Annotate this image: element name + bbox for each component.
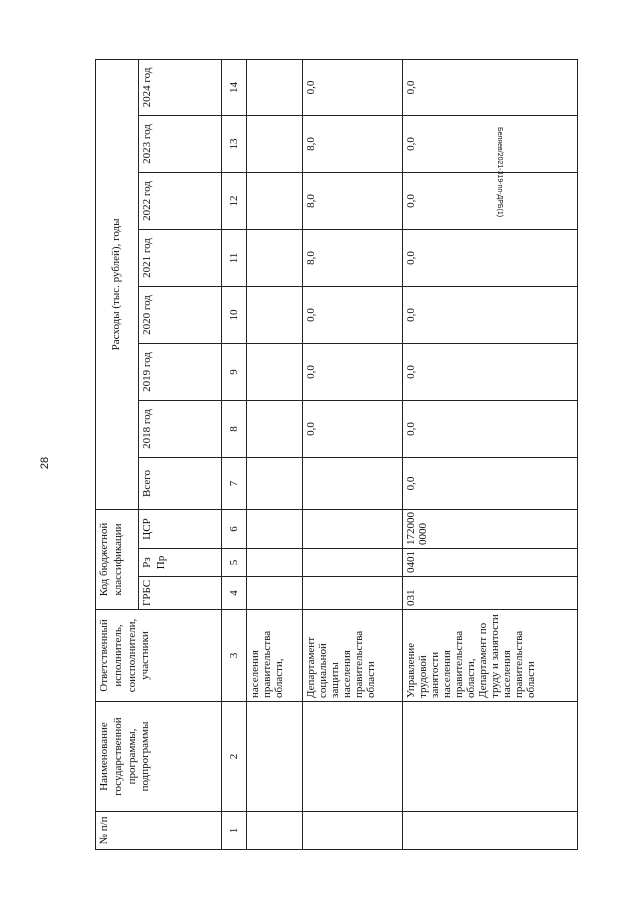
cell-2022: 0,0: [403, 172, 578, 229]
header-2020: 2020 год: [139, 286, 222, 343]
header-csr: ЦСР: [139, 509, 222, 548]
cell-csr: [247, 509, 303, 548]
cell-total: [303, 457, 403, 509]
header-2023: 2023 год: [139, 115, 222, 172]
col-number: 5: [222, 549, 247, 577]
cell-name: [303, 702, 403, 812]
cell-2018: [247, 400, 303, 457]
cell-rzpr: [247, 549, 303, 577]
header-total: Всего: [139, 457, 222, 509]
cell-2019: 0,0: [303, 343, 403, 400]
cell-grbs: [247, 577, 303, 610]
header-2024: 2024 год: [139, 59, 222, 115]
cell-2022: [247, 172, 303, 229]
cell-2019: 0,0: [403, 343, 578, 400]
expenses-table: [95, 59, 578, 850]
col-number: 14: [222, 59, 247, 115]
header-budget-code: Код бюджетной классификации: [96, 509, 139, 609]
header-row-1: [96, 59, 139, 849]
header-2018: 2018 год: [139, 400, 222, 457]
cell-2021: [247, 229, 303, 286]
cell-executor: населения правительства области,: [247, 610, 303, 702]
cell-2021: 8,0: [303, 229, 403, 286]
col-number: 8: [222, 400, 247, 457]
cell-2022: 8,0: [303, 172, 403, 229]
cell-rzpr: 0401: [403, 549, 578, 577]
cell-executor: Департамент социальной защиты населения правительства области: [303, 610, 403, 702]
cell-name: [403, 702, 578, 812]
cell-total: 0,0: [403, 457, 578, 509]
cell-2018: 0,0: [303, 400, 403, 457]
cell-name: [247, 702, 303, 812]
cell-2020: 0,0: [403, 286, 578, 343]
table-row: [303, 59, 403, 849]
header-executor: Ответственный исполнитель, соисполнители, участники: [96, 610, 222, 702]
cell-rzpr: [303, 549, 403, 577]
cell-2021: 0,0: [403, 229, 578, 286]
cell-2023: 0,0: [403, 115, 578, 172]
cell-grbs: [303, 577, 403, 610]
cell-2020: 0,0: [303, 286, 403, 343]
column-number-row: [222, 59, 247, 849]
cell-2024: [247, 59, 303, 115]
rotated-table-wrapper: [95, 60, 578, 850]
cell-executor: Управление трудовой занятости населения правительства области, Департамент по труду и занятости населения правительства области: [403, 610, 578, 702]
cell-grbs: 031: [403, 577, 578, 610]
cell-total: [247, 457, 303, 509]
col-number: 4: [222, 577, 247, 610]
col-number: 7: [222, 457, 247, 509]
table-row: [403, 59, 578, 849]
col-number: 10: [222, 286, 247, 343]
col-number: 9: [222, 343, 247, 400]
col-number: 2: [222, 702, 247, 812]
col-number: 1: [222, 812, 247, 850]
cell-2023: [247, 115, 303, 172]
cell-num: [403, 812, 578, 850]
cell-2024: 0,0: [403, 59, 578, 115]
cell-csr: [303, 509, 403, 548]
col-number: 6: [222, 509, 247, 548]
cell-num: [303, 812, 403, 850]
header-grbs: ГРБС: [139, 577, 222, 610]
col-number: 11: [222, 229, 247, 286]
table-row: [247, 59, 303, 849]
header-2022: 2022 год: [139, 172, 222, 229]
header-num: № п/п: [96, 812, 222, 850]
document-stamp: Беляев/2021-319-пп-ДРБ(1): [496, 127, 503, 218]
header-name: Наименование государственной программы, подпрограммы: [96, 702, 222, 812]
cell-2024: 0,0: [303, 59, 403, 115]
cell-2020: [247, 286, 303, 343]
cell-2019: [247, 343, 303, 400]
col-number: 12: [222, 172, 247, 229]
header-expenses: Расходы (тыс. рублей), годы: [96, 59, 139, 509]
page-number: 28: [39, 456, 52, 470]
cell-2023: 8,0: [303, 115, 403, 172]
col-number: 3: [222, 610, 247, 702]
header-2021: 2021 год: [139, 229, 222, 286]
cell-num: [247, 812, 303, 850]
cell-csr: 172000 0000: [403, 509, 578, 548]
header-rzpr: Рз Пр: [139, 549, 222, 577]
header-2019: 2019 год: [139, 343, 222, 400]
col-number: 13: [222, 115, 247, 172]
cell-2018: 0,0: [403, 400, 578, 457]
